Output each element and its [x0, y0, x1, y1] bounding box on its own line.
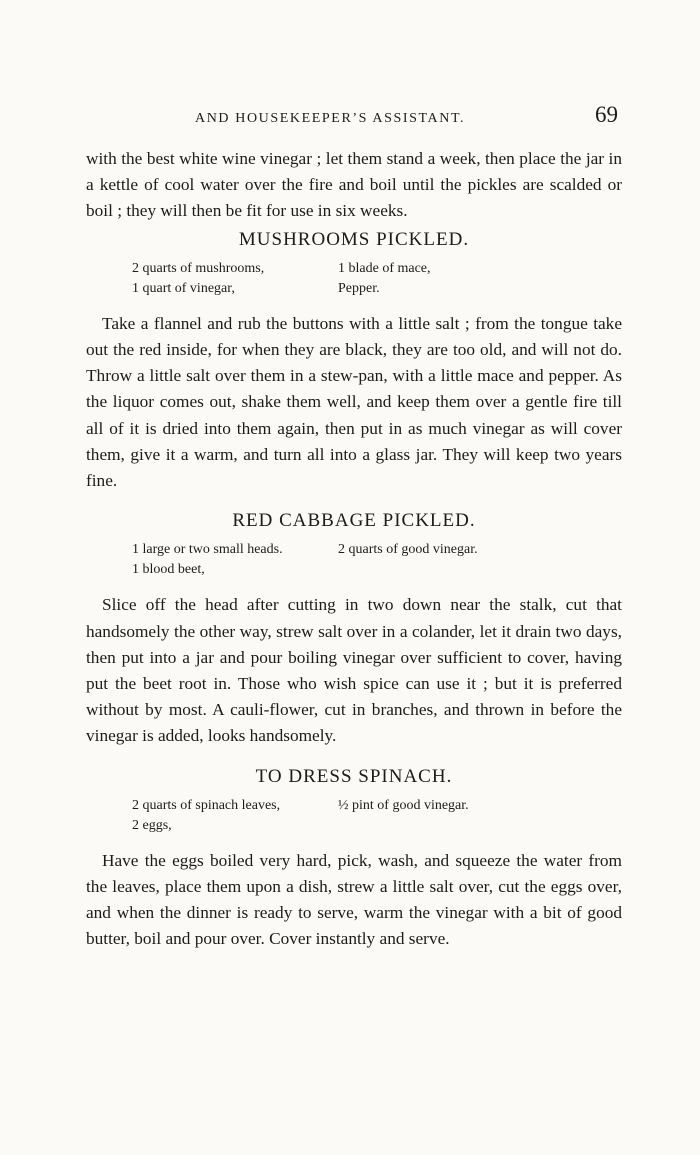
ingredient: 1 large or two small heads.	[132, 542, 283, 558]
recipe-title: RED CABBAGE PICKLED.	[232, 510, 476, 532]
ingredient: 2 quarts of mushrooms,	[132, 260, 265, 276]
ingredient: ½ pint of good vinegar.	[338, 797, 469, 813]
ingredient: 2 eggs,	[132, 817, 172, 833]
recipe-red-cabbage-pickled	[86, 508, 622, 749]
ingredient: 2 quarts of good vinegar.	[338, 542, 478, 558]
running-head	[0, 102, 700, 132]
recipe-mushrooms-pickled	[86, 227, 622, 495]
running-title: AND HOUSEKEEPER’S ASSISTANT.	[195, 111, 466, 126]
page-text	[86, 146, 622, 953]
ingredient-list	[86, 796, 622, 836]
ingredient: 1 quart of vinegar,	[132, 280, 235, 296]
continuation-paragraph: with the best white wine vinegar ; let them stand a week, then place the jar in a kettle of cool water over the fire and boil until the pickles are scalded or boil ; they will then be fit for use in six weeks.	[86, 149, 622, 221]
ingredient: 1 blood beet,	[132, 562, 205, 578]
recipe-to-dress-spinach	[86, 764, 622, 953]
ingredient-list	[86, 540, 622, 580]
ingredient: 2 quarts of spinach leaves,	[132, 797, 281, 813]
recipe-title: MUSHROOMS PICKLED.	[238, 228, 470, 250]
recipe-title: TO DRESS SPINACH.	[255, 765, 453, 787]
recipe-body: Have the eggs boiled very hard, pick, wash, and squeeze the water from the leaves, place them upon a dish, strew a little salt over, cut the eggs over, and when the dinner is ready to serve, warm the vinegar with a bit of good butter, boil and pour over. Cover instantly and serve.	[86, 850, 622, 949]
recipe-body: Slice off the head after cutting in two down near the stalk, cut that handsomely the other way, strew salt over in a colander, let it drain two days, then put into a jar and pour boiling vinegar over sufficient to cover, having put the beet root in. Those who wish spice can use it ; but it is preferred without by most. A cauli-flower, cut in branches, and thrown in before the vinegar is added, looks handsomely.	[86, 595, 622, 746]
page-number: 69	[595, 102, 618, 127]
ingredient-list	[86, 259, 622, 299]
ingredient: Pepper.	[338, 280, 380, 296]
ingredient: 1 blade of mace,	[338, 260, 431, 276]
ingredient	[338, 560, 548, 580]
recipe-body: Take a flannel and rub the buttons with a little salt ; from the tongue take out the red inside, for when they are black, they are too old, and will not do. Throw a little salt over them in a stew-pan, with a little mace and pepper. As the liquor comes out, shake them well, and keep them over a gentle fire till all of it is dried into them again, then put in as much vinegar as will cover them, give it a warm, and turn all into a glass jar. They will keep two years fine.	[86, 313, 622, 491]
ingredient	[338, 816, 548, 836]
